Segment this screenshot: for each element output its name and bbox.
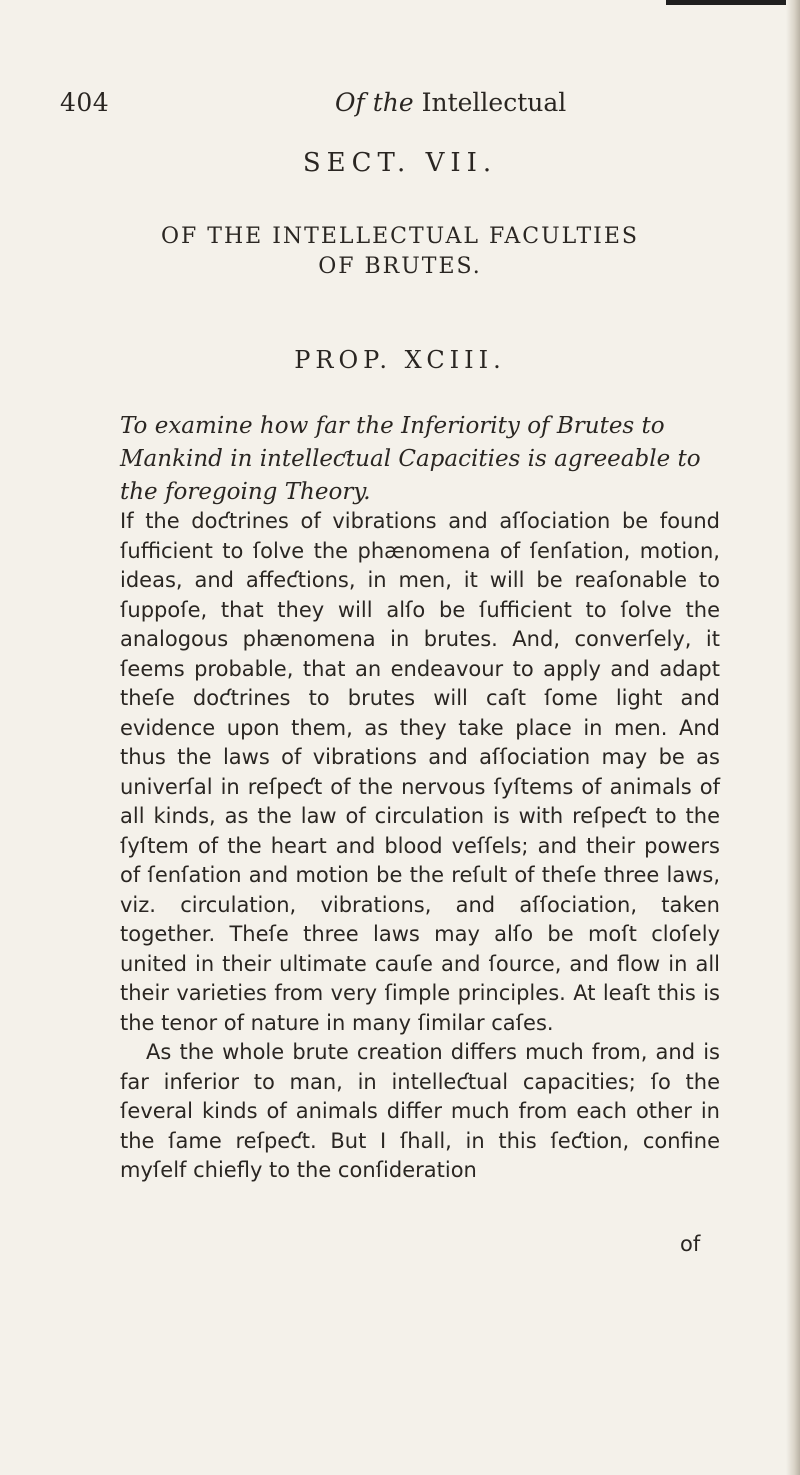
top-rule — [666, 0, 786, 5]
page-number: 404 — [60, 88, 110, 117]
paragraph-1: If the doƈtrines of vibrations and aſſociation be found ſufficient to ſolve the phænomena of ſenſation, motion, ideas, and affeƈtions, in men, it will be reaſonable to ſuppoſe, that they will alſo be ſufficient to ſolve the analogous phænomena in brutes. And, converſely, it ſeems probable, that an endeavour to apply and adapt theſe doƈtrines to brutes will caſt ſome light and evidence upon them, as they take place in men. And thus the laws of vibrations and aſſociation may be as univerſal in reſpeƈt of the nervous ſyſtems of animals of all kinds, as the law of circulation is with reſpeƈt to the ſyſtem of the heart and blood veſſels; and their powers of ſenſation and motion be the reſult of theſe three laws, viz. circulation, vibrations, and aſſociation, taken together. Theſe three laws may alſo be moſt cloſely united in their ultimate cauſe and ſource, and flow in all their varieties from very ſimple principles. At leaſt this is the tenor of nature in many ſimilar caſes. — [120, 509, 720, 1035]
proposition-label: PROP. XCIII. — [294, 346, 506, 374]
running-head-italic: Of the — [335, 88, 414, 117]
section-label: SECT. VII. — [302, 148, 498, 178]
paragraph-2: As the whole brute creation differs much from, and is far inferior to man, in intelleƈtual capacities; ſo the ſeveral kinds of animals differ much from each other in the ſame reſpeƈt. But I ſhall, in this ſeƈtion, confine myſelf chiefly to the conſideration — [120, 1040, 720, 1182]
section-title-line-2: OF BRUTES. — [318, 254, 482, 279]
proposition-statement: To examine how far the Inferiority of Brutes to Mankind in intelleƈtual Capacities is agreeable to the foregoing Theory. — [120, 413, 701, 505]
page-header — [60, 88, 740, 124]
section-title-line-1: OF THE INTELLECTUAL FACULTIES — [161, 224, 639, 249]
body-text — [120, 507, 720, 1186]
running-head — [335, 88, 566, 117]
running-head-roman: Intellectual — [421, 88, 567, 117]
catchword: of — [680, 1232, 701, 1256]
section-title — [0, 222, 800, 282]
